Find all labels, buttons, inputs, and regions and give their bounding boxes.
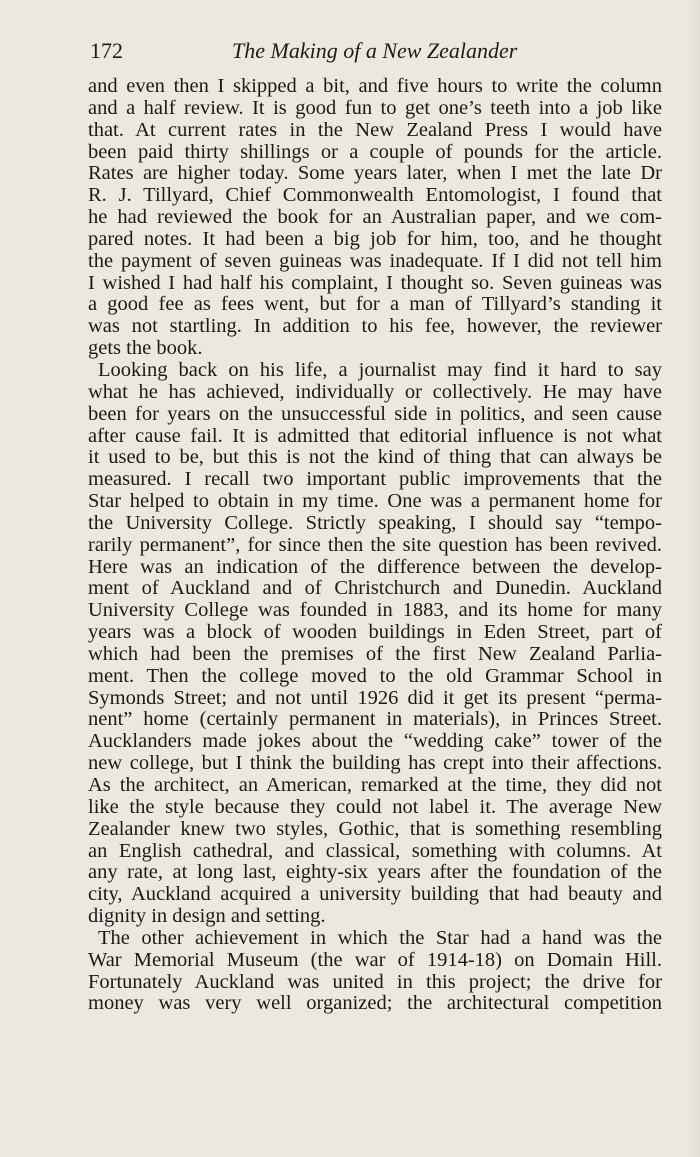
text-line: measured. I recall two important public improvements that the bbox=[88, 468, 662, 491]
text-line: been paid thirty shillings or a couple of pounds for the article. bbox=[88, 140, 662, 163]
text-line: the payment of seven guineas was inadequate. If I did not tell him bbox=[88, 249, 662, 272]
text-line: the University College. Strictly speaking, I should say “tempo- bbox=[88, 511, 662, 534]
page-content bbox=[88, 36, 662, 1015]
text-line: he had reviewed the book for an Australian paper, and we com- bbox=[88, 206, 662, 229]
text-line: dignity in design and setting. bbox=[88, 905, 326, 928]
text-line: been for years on the unsuccessful side in politics, and seen cause bbox=[88, 402, 662, 425]
text-line: was not startling. In addition to his fee, however, the reviewer bbox=[88, 315, 662, 338]
text-line: any rate, at long last, eighty-six years after the foundation of the bbox=[88, 861, 662, 884]
body-text bbox=[88, 76, 662, 1015]
text-line: what he has achieved, individually or collectively. He may have bbox=[88, 380, 662, 403]
text-line: ment of Auckland and of Christchurch and Dunedin. Auckland bbox=[88, 577, 662, 600]
text-line: money was very well organized; the architectural competition bbox=[88, 992, 662, 1015]
page-header bbox=[88, 36, 662, 66]
text-line: Aucklanders made jokes about the “wedding cake” tower of the bbox=[88, 730, 662, 753]
text-line: I wished I had half his complaint, I thought so. Seven guineas was bbox=[88, 271, 662, 294]
text-line: The other achievement in which the Star had a hand was the bbox=[98, 926, 662, 949]
text-line: city, Auckland acquired a university building that had beauty and bbox=[88, 883, 662, 906]
text-line: years was a block of wooden buildings in Eden Street, part of bbox=[88, 621, 662, 644]
text-line: that. At current rates in the New Zealand Press I would have bbox=[88, 118, 662, 141]
page-edge-shadow bbox=[684, 0, 700, 1157]
text-line: and a half review. It is good fun to get one’s teeth into a job like bbox=[88, 96, 662, 119]
text-line: like the style because they could not label it. The average New bbox=[88, 795, 662, 818]
page-number: 172 bbox=[90, 38, 123, 63]
text-line: As the architect, an American, remarked at the time, they did not bbox=[88, 774, 662, 796]
text-line: Symonds Street; and not until 1926 did it get its present “perma- bbox=[88, 686, 662, 709]
text-line: which had been the premises of the first New Zealand Parlia- bbox=[88, 642, 662, 665]
text-line: gets the book. bbox=[88, 337, 203, 360]
text-line: it used to be, but this is not the kind of thing that can always be bbox=[88, 446, 662, 469]
text-line: War Memorial Museum (the war of 1914-18) on Domain Hill. bbox=[88, 948, 662, 971]
text-line: and even then I skipped a bit, and five hours to write the column bbox=[88, 75, 662, 97]
text-line: new college, but I think the building has crept into their affections. bbox=[88, 752, 662, 775]
text-line: Star helped to obtain in my time. One was a permanent home for bbox=[88, 490, 662, 513]
running-title: The Making of a New Zealander bbox=[232, 38, 518, 63]
text-line: rarily permanent”, for since then the site question has been revived. bbox=[88, 533, 662, 556]
paragraph-3 bbox=[88, 928, 662, 1015]
text-line: ment. Then the college moved to the old Grammar School in bbox=[88, 664, 662, 687]
text-line: nent” home (certainly permanent in materials), in Princes Street. bbox=[88, 708, 662, 731]
text-line: University College was founded in 1883, and its home for many bbox=[88, 599, 662, 622]
text-line: Looking back on his life, a journalist may find it hard to say bbox=[98, 358, 662, 381]
text-line: R. J. Tillyard, Chief Commonwealth Entomologist, I found that bbox=[88, 184, 662, 207]
text-line: Fortunately Auckland was united in this project; the drive for bbox=[88, 970, 662, 993]
paragraph-1 bbox=[88, 76, 662, 360]
text-line: an English cathedral, and classical, something with columns. At bbox=[88, 839, 662, 862]
text-line: pared notes. It had been a big job for him, too, and he thought bbox=[88, 227, 662, 250]
text-line: Rates are higher today. Some years later, when I met the late Dr bbox=[88, 162, 662, 185]
text-line: Zealander knew two styles, Gothic, that is something resembling bbox=[88, 817, 662, 840]
text-line: Here was an indication of the difference between the develop- bbox=[88, 555, 662, 578]
text-line: a good fee as fees went, but for a man of Tillyard’s standing it bbox=[88, 293, 662, 316]
paragraph-2 bbox=[88, 360, 662, 928]
text-line: after cause fail. It is admitted that editorial influence is not what bbox=[88, 424, 662, 447]
